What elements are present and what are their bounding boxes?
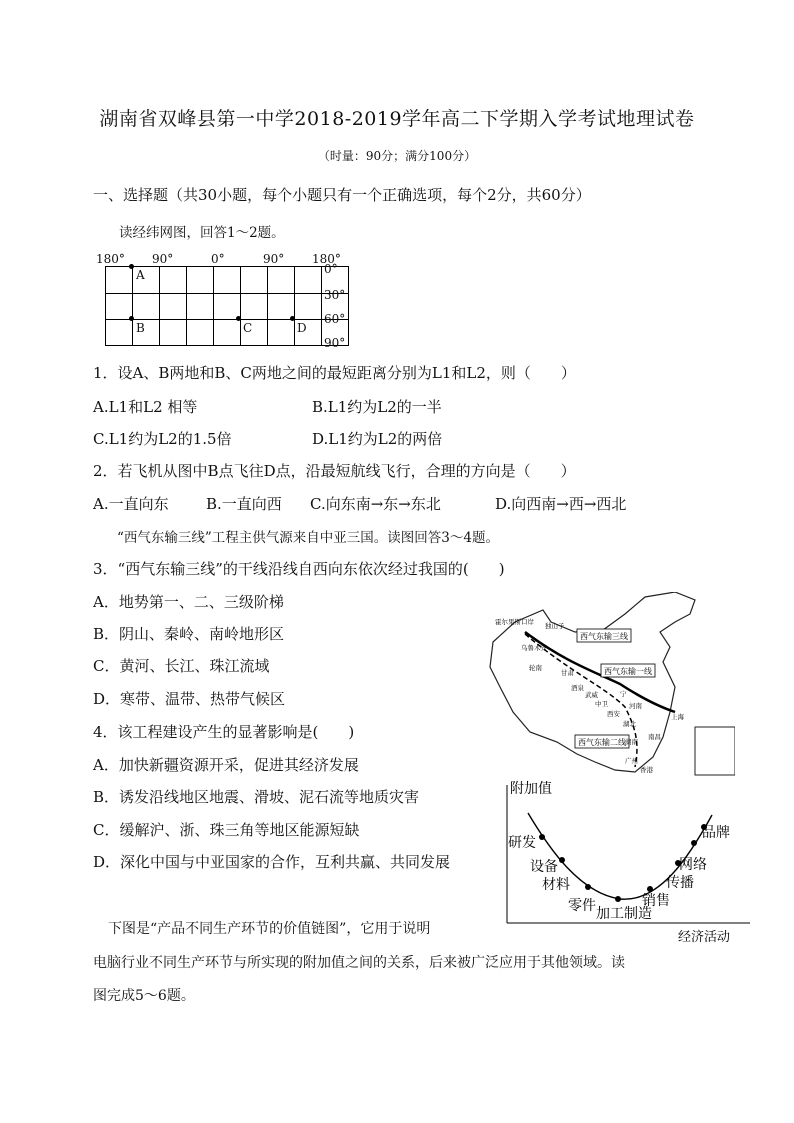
q3-option-b[interactable]: B．阴山、秦岭、南岭地形区: [93, 625, 285, 643]
grid-lat-label: 0°: [324, 262, 338, 276]
q3-option-a[interactable]: A．地势第一、二、三级阶梯: [93, 593, 284, 611]
question-3: 3．“西气东输三线”的干线沿线自西向东依次经过我国的( ): [93, 560, 505, 578]
q4-option-c[interactable]: C．缓解沪、浙、珠三角等地区能源短缺: [93, 821, 360, 839]
grid-lat-label: 30°: [324, 288, 346, 302]
map-box-label: 西气东输三线: [580, 632, 628, 641]
q1-option-d[interactable]: D.L1约为L2的两倍: [312, 430, 443, 448]
point-b-label: B: [136, 321, 145, 335]
q3-option-c[interactable]: C．黄河、长江、珠江流域: [93, 657, 270, 675]
map-place-label: 中卫: [595, 700, 608, 708]
map-box-label: 西气东输一线: [604, 667, 652, 676]
section-heading: 一、选择题（共30小题，每个小题只有一个正确选项，每个2分，共60分）: [93, 186, 591, 204]
smile-curve-chart: [480, 775, 765, 945]
point-c-marker: [236, 316, 241, 321]
map-place-label: 酒泉: [571, 684, 584, 692]
q1-option-b[interactable]: B.L1约为L2的一半: [312, 398, 442, 416]
intro-grid: 读经纬网图，回答1～2题。: [119, 225, 285, 241]
map-place-label: 霍尔果斯口岸: [495, 618, 534, 626]
q4-option-a[interactable]: A．加快新疆资源开采，促进其经济发展: [93, 756, 359, 774]
chain-label-manufacturing: 加工制造: [596, 906, 652, 922]
map-place-label: 轮南: [529, 664, 542, 672]
question-4: 4．该工程建设产生的显著影响是( ): [93, 723, 355, 741]
grid-top-label: 0°: [211, 252, 225, 266]
grid-top-label: 180°: [96, 252, 125, 266]
map-place-label: 湖北: [623, 720, 636, 728]
chain-label-network: 网络: [679, 857, 707, 873]
q2-option-d[interactable]: D.向西南→西→西北: [495, 495, 627, 513]
y-axis-label: 附加值: [510, 781, 552, 797]
exam-info: （时量：90分；满分100分）: [317, 149, 477, 163]
point-d-marker: [290, 316, 295, 321]
q2-option-a[interactable]: A.一直向东: [93, 495, 169, 513]
chain-label-brand: 品牌: [702, 825, 730, 841]
q4-option-d[interactable]: D．深化中国与中亚国家的合作，互利共赢、共同发展: [93, 853, 451, 871]
point-d-label: D: [297, 321, 307, 335]
chain-label-parts: 零件: [568, 898, 596, 914]
map-place-label: 广州: [625, 757, 638, 765]
map-place-label: 西安: [607, 710, 620, 718]
question-1: 1．设A、B两地和B、C两地之间的最短距离分别为L1和L2，则（ ）: [93, 364, 576, 382]
map-place-label: 河南: [629, 702, 642, 710]
grid-lat-label: 90°: [324, 336, 346, 350]
intro-value-chain-line2: 电脑行业不同生产环节与所实现的附加值之间的关系，后来被广泛应用于其他领域。读: [93, 955, 625, 971]
pipeline-map: [485, 592, 735, 777]
map-place-label: 上海: [671, 713, 684, 721]
point-a-label: A: [136, 268, 145, 282]
question-2: 2．若飞机从图中B点飞往D点，沿最短航线飞行，合理的方向是（ ）: [93, 462, 576, 480]
intro-value-chain-line1: 下图是“产品不同生产环节的价值链图”，它用于说明: [108, 921, 431, 937]
map-place-label: 湖南: [625, 738, 638, 746]
grid-top-label: 90°: [263, 252, 285, 266]
map-place-label: 香港: [640, 766, 653, 774]
map-place-label: 南昌: [648, 733, 661, 741]
x-axis-label: 经济活动: [678, 930, 731, 945]
chain-label-sales: 销售: [642, 893, 670, 909]
map-place-label: 宁: [620, 690, 627, 698]
chain-label-equipment: 设备: [530, 859, 558, 875]
point-b-marker: [129, 316, 134, 321]
chain-label-research: 研发: [508, 835, 536, 851]
q3-option-d[interactable]: D．寒带、温带、热带气候区: [93, 690, 286, 708]
point-c-label: C: [243, 321, 253, 335]
map-box-label: 西气东输二线: [578, 738, 626, 747]
map-place-label: 武威: [585, 691, 598, 699]
map-place-label: 乌鲁木齐: [521, 644, 547, 652]
q4-option-b[interactable]: B．诱发沿线地区地震、滑坡、泥石流等地质灾害: [93, 788, 420, 806]
intro-value-chain-line3: 图完成5～6题。: [93, 988, 195, 1004]
point-a-marker: [129, 264, 134, 269]
q2-option-c[interactable]: C.向东南→东→东北: [310, 495, 441, 513]
q1-option-a[interactable]: A.L1和L2 相等: [93, 398, 198, 416]
chain-label-material: 材料: [542, 877, 570, 893]
map-place-label: 独山子: [545, 622, 565, 630]
map-place-label: 甘肃: [561, 669, 574, 677]
intro-pipeline: “西气东输三线”工程主供气源来自中亚三国。读图回答3～4题。: [117, 530, 499, 546]
grid-top-label: 180°: [312, 252, 341, 266]
chain-label-media: 传播: [666, 875, 694, 891]
grid-lat-label: 60°: [324, 312, 346, 326]
page-title: 湖南省双峰县第一中学2018-2019学年高二下学期入学考试地理试卷: [99, 108, 695, 130]
q1-option-c[interactable]: C.L1约为L2的1.5倍: [93, 430, 232, 448]
grid-top-label: 90°: [152, 252, 174, 266]
q2-option-b[interactable]: B.一直向西: [206, 495, 282, 513]
